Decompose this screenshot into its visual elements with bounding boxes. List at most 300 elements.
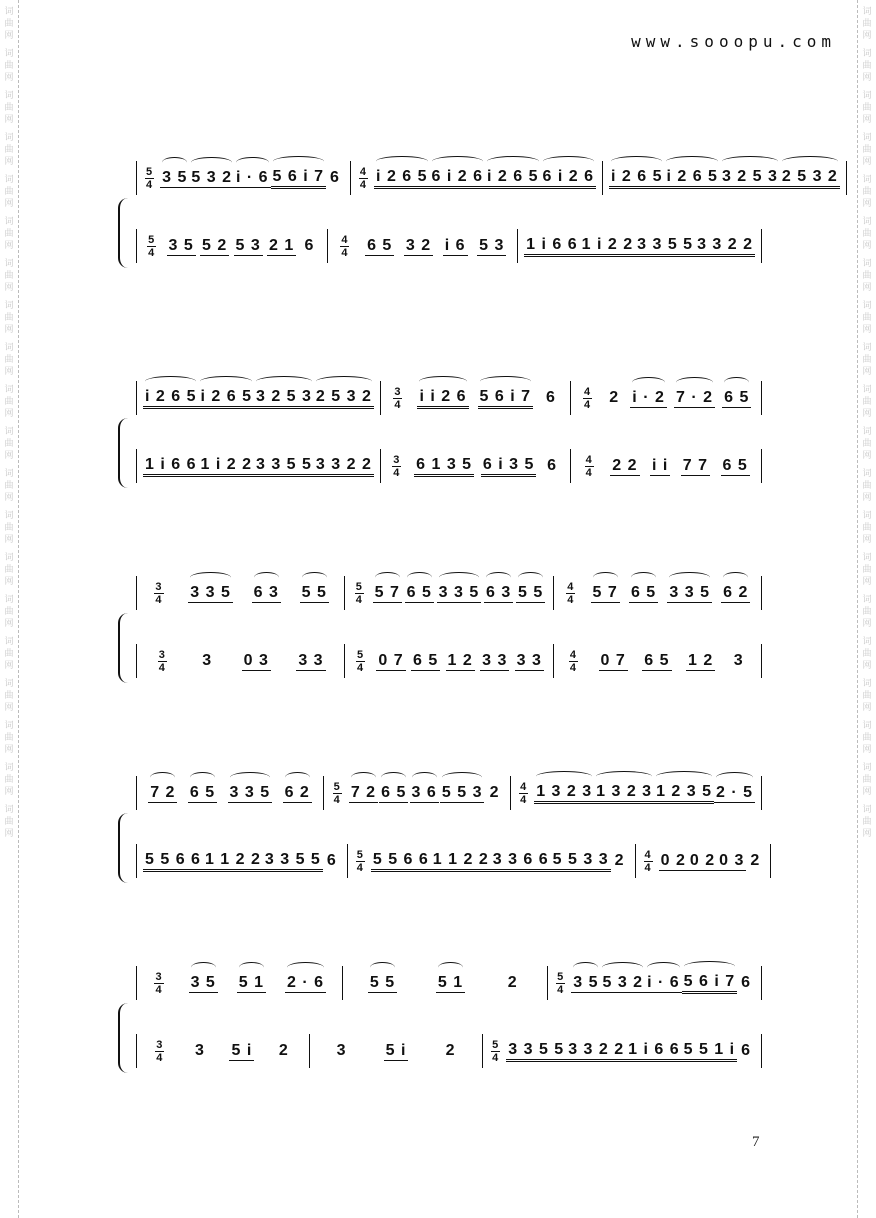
watermark-text: 词 曲 网 — [4, 49, 14, 83]
note-text: i 2 6 5 — [610, 167, 663, 185]
note-text: 3 3 — [516, 651, 542, 669]
bottom-staff — [130, 1033, 762, 1069]
note-text: 3 3 5 5 — [255, 455, 312, 473]
note-text: 2 5 3 2 — [315, 387, 372, 405]
measure — [560, 581, 755, 606]
measure — [143, 456, 374, 477]
note-group — [404, 237, 433, 256]
note-text: 3 — [202, 652, 213, 669]
time-signature-denominator: 4 — [557, 983, 565, 996]
barline — [380, 449, 381, 483]
time-signature-denominator: 4 — [569, 661, 578, 674]
measure — [143, 581, 338, 606]
note-group — [605, 389, 623, 407]
note-text: i 2 6 5 — [666, 167, 718, 185]
watermark-text: 词 曲 网 — [862, 553, 872, 587]
note-text: 5 5 3 — [441, 783, 483, 801]
time-signature-numerator: 5 — [356, 648, 365, 661]
watermark-text: 词 曲 网 — [862, 679, 872, 713]
time-signature-denominator: 4 — [644, 861, 652, 874]
note-group — [314, 388, 374, 409]
note-group — [446, 652, 475, 671]
slur-mark — [684, 961, 735, 972]
note-text: i i 2 6 — [419, 387, 467, 405]
slur-mark — [593, 572, 618, 583]
bottom-staff — [130, 448, 762, 484]
watermark-text: 词 曲 网 — [4, 175, 14, 209]
note-group — [626, 1041, 681, 1062]
slur-mark — [631, 572, 656, 583]
note-text: 3 6 — [411, 783, 437, 801]
note-text: 7 2 — [350, 783, 377, 801]
note-group — [695, 236, 755, 257]
note-group — [629, 584, 658, 603]
barline — [347, 844, 348, 878]
note-text: 1 2 — [688, 651, 714, 669]
note-text: 6 — [326, 852, 337, 869]
note-text: 6 i 3 5 — [482, 455, 535, 473]
page-number: 7 — [752, 1134, 760, 1150]
note-group — [491, 851, 551, 872]
note-text: 5 7 — [592, 583, 618, 601]
measure — [554, 971, 755, 996]
slur-mark — [536, 771, 592, 782]
watermark-text: 词 曲 网 — [862, 469, 872, 503]
note-group — [542, 389, 560, 407]
note-group — [506, 1041, 566, 1062]
top-staff — [130, 965, 762, 1001]
time-signature-numerator: 5 — [492, 1038, 500, 1051]
time-signature — [356, 649, 365, 674]
note-group — [436, 974, 465, 993]
measure — [642, 849, 765, 874]
note-text: 6 2 — [723, 583, 749, 601]
note-group — [198, 652, 216, 670]
top-staff — [130, 380, 762, 416]
note-group — [437, 584, 482, 603]
note-group — [443, 237, 468, 256]
watermark-text: 词 曲 网 — [4, 721, 14, 755]
slur-mark — [162, 157, 187, 168]
time-signature-numerator: 4 — [644, 848, 652, 861]
watermark-text: 词 曲 网 — [862, 259, 872, 293]
note-text: 6 5 — [189, 783, 216, 801]
time-signature-denominator: 4 — [155, 593, 163, 606]
note-group — [610, 457, 639, 476]
note-text: 6 i 2 6 — [542, 167, 594, 185]
barline — [761, 229, 762, 263]
note-group — [410, 784, 439, 803]
slur-mark — [722, 156, 778, 167]
note-text: i 6 — [444, 236, 466, 254]
note-group — [485, 168, 540, 189]
note-group — [198, 388, 253, 409]
time-signature-denominator: 4 — [341, 246, 349, 259]
time-signature-numerator: 4 — [341, 233, 349, 246]
note-text: 3 5 — [162, 168, 188, 186]
note-text: 0 3 — [719, 851, 745, 869]
note-group — [148, 784, 177, 803]
measure — [143, 784, 317, 803]
barline — [344, 644, 345, 678]
slur-mark — [602, 962, 643, 973]
note-text: 7 · 2 — [676, 388, 714, 406]
note-group — [440, 784, 485, 803]
watermark-text: 词 曲 网 — [862, 427, 872, 461]
top-staff — [130, 575, 762, 611]
measure — [349, 974, 542, 993]
note-group — [365, 237, 394, 256]
barline — [350, 161, 351, 195]
note-group — [600, 974, 645, 993]
right-margin-watermark — [857, 0, 876, 1218]
barline — [136, 576, 137, 610]
note-text: i 2 6 5 — [487, 167, 539, 185]
time-signature-denominator: 4 — [146, 178, 154, 191]
measure — [143, 649, 338, 674]
note-group — [515, 652, 544, 671]
note-group — [486, 784, 504, 802]
slur-mark — [632, 377, 665, 388]
time-signature — [147, 234, 156, 259]
system-brace — [118, 1003, 128, 1073]
time-signature-numerator: 5 — [356, 848, 364, 861]
measure — [517, 781, 755, 806]
note-group — [263, 851, 323, 872]
note-group — [714, 784, 755, 803]
slur-mark — [285, 772, 310, 783]
bottom-staff — [130, 643, 762, 679]
barline — [136, 1034, 137, 1068]
note-text: 5 6 i 7 — [272, 167, 325, 185]
note-text: 1 1 2 2 — [204, 850, 261, 868]
measure — [316, 1042, 476, 1061]
note-group — [189, 974, 218, 993]
time-signature-numerator: 4 — [583, 385, 592, 398]
note-text: 3 2 — [405, 236, 432, 254]
note-group — [667, 584, 712, 603]
note-text: 0 2 — [689, 851, 716, 869]
note-text: 0 2 — [660, 851, 686, 869]
time-signature-denominator: 4 — [158, 661, 166, 674]
note-group — [681, 457, 710, 476]
note-text: 3 2 5 3 — [721, 167, 778, 185]
note-text: 3 3 5 — [669, 583, 710, 601]
note-text: 1 2 3 5 — [656, 782, 712, 800]
slur-mark — [487, 156, 538, 167]
score-system — [118, 565, 762, 685]
time-signature — [392, 454, 401, 479]
note-group — [323, 852, 341, 870]
note-text: 6 — [741, 974, 752, 991]
note-text: 6 2 — [284, 783, 310, 801]
note-text: 1 i 2 2 — [581, 235, 634, 253]
note-text: 5 6 i 7 — [683, 972, 736, 990]
note-group — [746, 852, 764, 870]
note-group — [160, 169, 189, 188]
note-group — [371, 851, 431, 872]
top-staff — [130, 160, 838, 196]
note-group — [234, 169, 271, 188]
time-signature — [585, 454, 594, 479]
note-text: 5 5 — [518, 583, 544, 601]
time-signature — [154, 581, 163, 606]
note-text: 6 3 — [253, 583, 279, 601]
note-text: 2 5 3 2 — [781, 167, 838, 185]
note-text: i 2 6 5 — [145, 387, 197, 405]
watermark-text: 词 曲 网 — [4, 259, 14, 293]
watermark-text: 词 曲 网 — [4, 91, 14, 125]
watermark-text: 词 曲 网 — [862, 301, 872, 335]
slur-mark — [611, 156, 662, 167]
note-text: i · 6 — [235, 168, 269, 186]
barline — [136, 449, 137, 483]
note-group — [373, 584, 402, 603]
note-group — [314, 456, 374, 477]
note-group — [300, 584, 329, 603]
note-text: 3 3 2 2 — [568, 1040, 625, 1058]
watermark-text: 词 曲 网 — [4, 553, 14, 587]
note-text: 7 7 — [682, 456, 709, 474]
note-text: 6 — [741, 1042, 751, 1059]
note-text: i · 6 — [647, 973, 680, 991]
note-text: 2 — [750, 852, 761, 869]
slur-mark — [724, 377, 749, 388]
note-group — [737, 1042, 755, 1060]
note-group — [682, 973, 737, 994]
slur-mark — [438, 962, 463, 973]
slur-mark — [573, 962, 598, 973]
note-text: 6 5 — [406, 583, 432, 601]
slur-mark — [432, 156, 483, 167]
note-group — [301, 237, 319, 255]
watermark-text: 词 曲 网 — [4, 427, 14, 461]
site-url: www.sooopu.com — [631, 32, 836, 51]
slur-mark — [381, 772, 406, 783]
time-signature-numerator: 5 — [148, 233, 156, 246]
time-signature-denominator: 4 — [156, 1051, 164, 1064]
barline — [136, 644, 137, 678]
note-text: 3 3 6 6 — [492, 850, 549, 868]
note-group — [635, 236, 695, 257]
note-text: 6 5 — [381, 783, 407, 801]
note-text: 1 3 2 3 — [536, 782, 593, 800]
note-group — [384, 1042, 409, 1061]
note-group — [267, 237, 296, 256]
note-group — [228, 784, 273, 803]
note-group — [659, 852, 688, 871]
note-text: 3 3 — [298, 651, 324, 669]
note-group — [430, 168, 485, 189]
note-group — [368, 974, 397, 993]
note-text: 5 3 — [235, 236, 261, 254]
measure — [143, 166, 344, 191]
measure — [330, 781, 504, 806]
time-signature-numerator: 4 — [359, 165, 368, 178]
barline — [327, 229, 328, 263]
note-text: 0 7 — [378, 651, 404, 669]
slur-mark — [412, 772, 437, 783]
note-group — [688, 852, 717, 871]
note-group — [229, 1042, 254, 1061]
barline — [510, 776, 511, 810]
barline — [344, 576, 345, 610]
barline — [761, 1034, 762, 1068]
slur-mark — [442, 772, 483, 783]
note-group — [326, 169, 344, 187]
score-system — [118, 150, 838, 270]
note-group — [414, 456, 474, 477]
note-text: 2 — [445, 1042, 456, 1059]
note-group — [296, 652, 325, 671]
note-text: 1 1 2 2 — [432, 850, 489, 868]
note-group — [543, 457, 561, 475]
slur-mark — [676, 377, 713, 388]
watermark-text: 词 曲 网 — [862, 637, 872, 671]
measure — [143, 388, 374, 409]
note-group — [478, 388, 533, 409]
measure — [351, 649, 546, 674]
barline — [136, 381, 137, 415]
time-signature-numerator: 4 — [569, 648, 578, 661]
time-signature-numerator: 5 — [355, 580, 363, 593]
barline — [553, 644, 554, 678]
watermark-text: 词 曲 网 — [862, 511, 872, 545]
slur-mark — [656, 771, 712, 782]
watermark-text: 词 曲 网 — [862, 217, 872, 251]
barline — [635, 844, 636, 878]
time-signature-denominator: 4 — [359, 178, 368, 191]
slur-mark — [200, 376, 251, 387]
note-text: 5 5 3 3 — [552, 850, 609, 868]
note-text: 6 — [330, 169, 340, 186]
time-signature-numerator: 3 — [156, 1038, 164, 1051]
time-signature — [155, 1039, 164, 1064]
note-text: 5 5 — [301, 583, 327, 601]
system-brace — [118, 813, 128, 883]
watermark-text: 词 曲 网 — [4, 385, 14, 419]
note-group — [721, 457, 750, 476]
note-text: 6 5 — [412, 651, 439, 669]
measure — [560, 649, 755, 674]
note-text: 6 5 — [367, 236, 393, 254]
note-group — [481, 456, 536, 477]
measure — [387, 386, 565, 411]
time-signature-numerator: 4 — [585, 453, 593, 466]
time-signature — [491, 1039, 500, 1064]
time-signature-numerator: 3 — [394, 385, 402, 398]
slur-mark — [190, 772, 215, 783]
note-group — [442, 1042, 460, 1060]
note-group — [571, 974, 600, 993]
note-text: 2 1 — [269, 236, 295, 254]
note-text: 5 5 6 6 — [372, 850, 429, 868]
note-text: 3 3 5 — [229, 783, 271, 801]
time-signature-numerator: 3 — [158, 648, 166, 661]
measure — [143, 851, 341, 872]
barline — [136, 844, 137, 878]
note-group — [609, 168, 664, 189]
note-text: 3 — [336, 1042, 347, 1059]
note-text: 3 3 — [482, 651, 508, 669]
note-text: 3 5 — [168, 236, 194, 254]
note-text: i 2 6 5 — [376, 167, 428, 185]
note-text: 3 3 5 5 — [637, 235, 694, 253]
note-group — [203, 851, 263, 872]
time-signature-denominator: 4 — [355, 593, 363, 606]
watermark-text: 词 曲 网 — [862, 7, 872, 41]
slur-mark — [256, 376, 312, 387]
slur-mark — [375, 572, 400, 583]
note-group — [431, 851, 491, 872]
time-signature — [154, 971, 163, 996]
note-text: 5 3 — [479, 236, 505, 254]
slur-mark — [543, 156, 594, 167]
measure — [351, 581, 546, 606]
barline — [323, 776, 324, 810]
note-group — [566, 1041, 626, 1062]
slur-mark — [190, 572, 231, 583]
slur-mark — [145, 376, 196, 387]
note-text: 3 — [733, 652, 744, 669]
note-text: 5 5 — [369, 973, 396, 991]
note-group — [189, 169, 234, 188]
time-signature-numerator: 4 — [520, 780, 528, 793]
note-text: 3 3 2 2 — [697, 235, 753, 253]
system-brace — [118, 418, 128, 488]
note-text: 1 i 6 6 — [145, 455, 197, 473]
time-signature-denominator: 4 — [356, 661, 365, 674]
time-signature-numerator: 3 — [393, 453, 401, 466]
slur-mark — [723, 572, 748, 583]
note-group — [285, 974, 326, 993]
note-text: i 2 6 5 — [200, 387, 252, 405]
time-signature — [340, 234, 349, 259]
note-text: 6 3 — [485, 583, 512, 601]
note-group — [630, 389, 667, 408]
time-signature-denominator: 4 — [356, 861, 364, 874]
time-signature-denominator: 4 — [585, 466, 593, 479]
note-group — [599, 652, 628, 671]
time-signature-denominator: 4 — [155, 983, 163, 996]
barline — [761, 776, 762, 810]
note-text: i · 2 — [632, 388, 665, 406]
time-signature — [333, 781, 342, 806]
note-text: 3 3 5 5 — [264, 850, 321, 868]
note-group — [188, 584, 233, 603]
barline — [482, 1034, 483, 1068]
barline — [602, 161, 603, 195]
watermark-text: 词 曲 网 — [862, 175, 872, 209]
watermark-text: 词 曲 网 — [862, 721, 872, 755]
barline — [570, 449, 571, 483]
note-group — [376, 652, 405, 671]
note-group — [674, 389, 715, 408]
note-group — [254, 456, 314, 477]
time-signature-denominator: 4 — [148, 246, 156, 259]
time-signature — [519, 781, 528, 806]
note-text: 2 2 — [612, 456, 638, 474]
note-text: 3 3 2 2 — [315, 455, 372, 473]
measure — [354, 849, 629, 874]
slur-mark — [407, 572, 432, 583]
note-group — [254, 388, 314, 409]
time-signature-denominator: 4 — [393, 466, 401, 479]
note-group — [594, 783, 654, 804]
measure — [143, 1039, 303, 1064]
note-text: 2 — [489, 784, 500, 801]
watermark-text: 词 曲 网 — [862, 49, 872, 83]
